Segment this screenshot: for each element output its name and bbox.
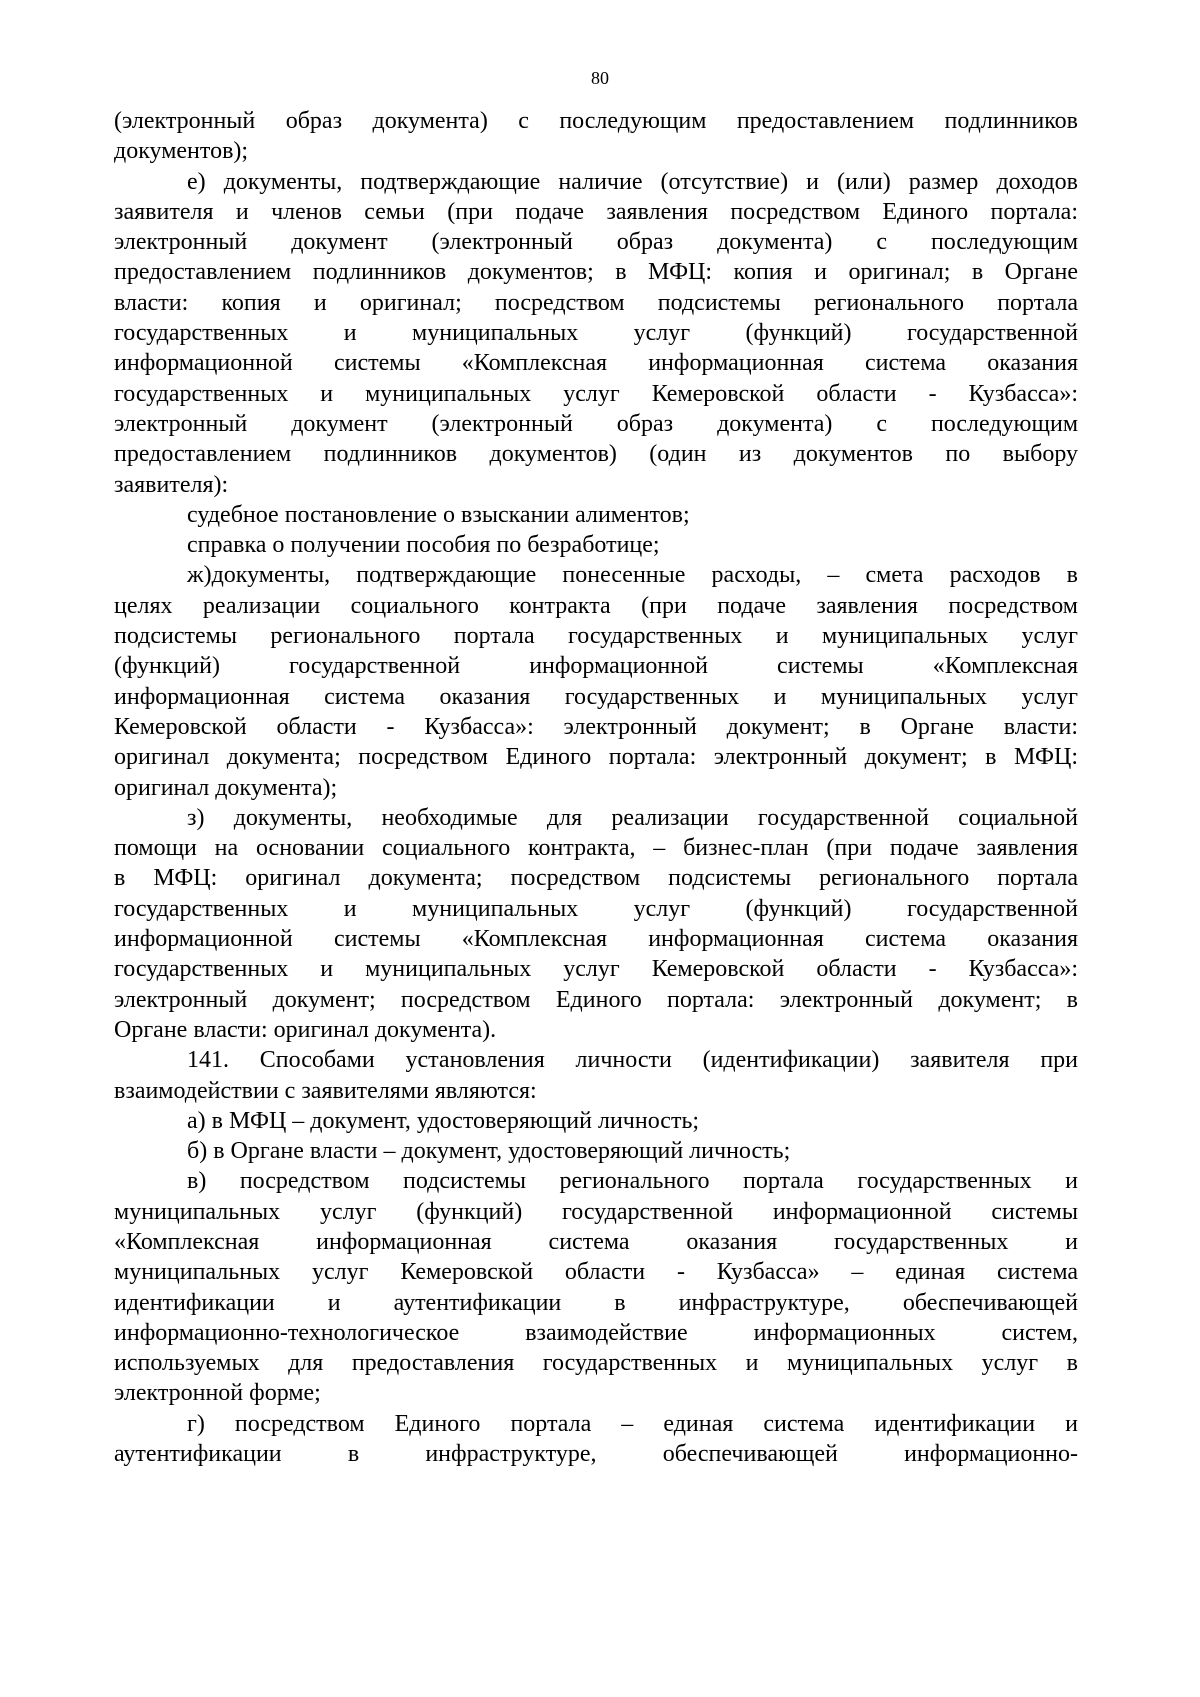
text-line: б) в Органе власти – документ, удостоверяющий личность; — [187, 1138, 791, 1165]
text-line: государственных и муниципальных услуг (функций) государственной — [114, 895, 1078, 922]
text-line: идентификации и аутентификации в инфраструктуре, обеспечивающей — [114, 1289, 1078, 1316]
text-line: документов); — [114, 138, 249, 165]
text-line: информационной системы «Комплексная информационная система оказания — [114, 350, 1078, 377]
text-line: предоставлением подлинников документов) (один из документов по выбору — [114, 441, 1078, 468]
text-line: государственных и муниципальных услуг (функций) государственной — [114, 320, 1078, 347]
text-line: информационная система оказания государственных и муниципальных услуг — [114, 683, 1078, 710]
text-line: «Комплексная информационная система оказания государственных и — [114, 1228, 1078, 1255]
text-line: муниципальных услуг Кемеровской области - Кузбасса» – единая система — [114, 1259, 1078, 1286]
text-line: заявителя и членов семьи (при подаче заявления посредством Единого портала: — [114, 198, 1078, 225]
text-line: предоставлением подлинников документов; в МФЦ: копия и оригинал; в Органе — [114, 259, 1078, 286]
text-line: целях реализации социального контракта (при подаче заявления посредством — [114, 592, 1078, 619]
text-line: з) документы, необходимые для реализации государственной социальной — [187, 804, 1078, 831]
text-line: судебное постановление о взыскании алиментов; — [187, 501, 690, 528]
text-line: муниципальных услуг (функций) государственной информационной системы — [114, 1198, 1078, 1225]
text-line: государственных и муниципальных услуг Кемеровской области - Кузбасса»: — [114, 956, 1078, 983]
text-line: Кемеровской области - Кузбасса»: электронный документ; в Органе власти: — [114, 713, 1078, 740]
text-line: помощи на основании социального контракта, – бизнес-план (при подаче заявления — [114, 835, 1078, 862]
text-line: а) в МФЦ – документ, удостоверяющий личность; — [187, 1107, 700, 1134]
text-line: Органе власти: оригинал документа). — [114, 1016, 497, 1043]
page-number: 80 — [591, 68, 609, 88]
text-line: заявителя): — [114, 471, 229, 498]
text-line: в) посредством подсистемы регионального портала государственных и — [187, 1168, 1078, 1195]
text-line: в МФЦ: оригинал документа; посредством подсистемы регионального портала — [114, 865, 1078, 892]
text-line: оригинал документа; посредством Единого портала: электронный документ; в МФЦ: — [114, 744, 1078, 771]
text-line: информационно-технологическое взаимодействие информационных систем, — [114, 1319, 1078, 1346]
text-line: власти: копия и оригинал; посредством подсистемы регионального портала — [114, 289, 1078, 316]
text-line: подсистемы регионального портала государственных и муниципальных услуг — [114, 623, 1078, 650]
text-line: информационной системы «Комплексная информационная система оказания — [114, 926, 1078, 953]
text-line: ж)документы, подтверждающие понесенные расходы, – смета расходов в — [187, 562, 1078, 589]
text-line: 141. Способами установления личности (идентификации) заявителя при — [187, 1047, 1078, 1074]
document-body — [114, 106, 1078, 1469]
text-line: аутентификации в инфраструктуре, обеспечивающей информационно- — [114, 1441, 1078, 1468]
text-line: государственных и муниципальных услуг Кемеровской области - Кузбасса»: — [114, 380, 1078, 407]
text-line: (электронный образ документа) с последующим предоставлением подлинников — [114, 108, 1078, 134]
text-line: взаимодействии с заявителями являются: — [114, 1077, 537, 1104]
text-line: г) посредством Единого портала – единая система идентификации и — [187, 1410, 1078, 1437]
text-line: справка о получении пособия по безработице; — [187, 532, 660, 559]
text-line: электронный документ (электронный образ документа) с последующим — [114, 410, 1078, 437]
text-line: электронный документ (электронный образ документа) с последующим — [114, 229, 1078, 256]
text-line: е) документы, подтверждающие наличие (отсутствие) и (или) размер доходов — [187, 168, 1078, 195]
text-line: оригинал документа); — [114, 774, 338, 801]
text-line: электронной форме; — [114, 1380, 321, 1407]
text-line: электронный документ; посредством Единого портала: электронный документ; в — [114, 986, 1078, 1013]
text-line: используемых для предоставления государственных и муниципальных услуг в — [114, 1350, 1078, 1377]
text-line: (функций) государственной информационной системы «Комплексная — [114, 653, 1078, 680]
